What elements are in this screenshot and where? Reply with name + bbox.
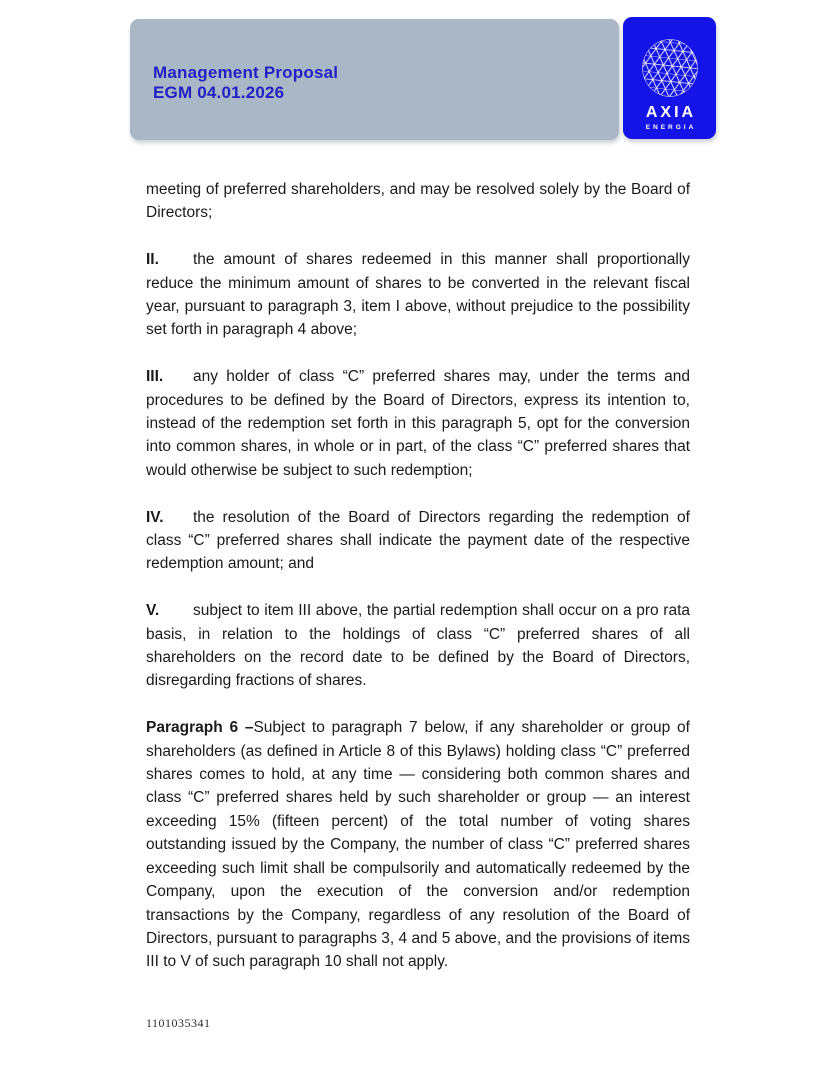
paragraph-6 — [146, 716, 690, 973]
logo-brand-text: AXIA — [645, 104, 697, 121]
document-title-line1: Management Proposal — [153, 63, 339, 82]
item-number: II. — [146, 251, 159, 269]
list-item-v — [146, 599, 690, 693]
logo-subbrand-text: ENERGIA — [645, 124, 697, 131]
paragraph-6-text: Subject to paragraph 7 below, if any shareholder or group of shareholders (as defined in Article 8 of this Bylaws) holding class “C” preferred shares comes to hold, at any time — considering both common shares and class “C” preferred shares held by such shareholder or group — an interest exceeding 15% (fifteen percent) of the total number of voting shares outstanding issued by the Company, the number of class “C” preferred shares exceeding such limit shall be compulsorily and automatically redeemed by the Company, upon the execution of the conversion and/or redemption transactions by the Company, regardless of any resolution of the Board of Directors, pursuant to paragraphs 3, 4 and 5 above, and the provisions of items III to V of such paragraph 10 shall not apply. — [146, 719, 690, 971]
item-text: subject to item III above, the partial redemption shall occur on a pro rata basis, in relation to the holdings of class “C” preferred shares of all shareholders on the record date to be defined by the Board of Directors, disregarding fractions of shares. — [146, 602, 690, 690]
item-number: IV. — [146, 508, 164, 526]
item-text: the amount of shares redeemed in this manner shall proportionally reduce the minimum amount of shares to be converted in the relevant fiscal year, pursuant to paragraph 3, item I above, without prejudice to the possibility set forth in paragraph 4 above; — [146, 251, 690, 339]
item-text: any holder of class “C” preferred shares may, under the terms and procedures to be defined by the Board of Directors, express its intention to, instead of the redemption set forth in this paragraph 5, opt for the conversion into common shares, in whole or in part, of the class “C” preferred shares that would otherwise be subject to such redemption; — [146, 368, 690, 479]
document-title-line2: EGM 04.01.2026 — [153, 83, 285, 102]
item-number: V. — [146, 602, 160, 620]
header-bar — [130, 19, 619, 140]
list-item-iii — [146, 365, 690, 482]
item-number: III. — [146, 368, 164, 386]
list-item-iv — [146, 506, 690, 576]
list-item-ii — [146, 248, 690, 342]
item-text: the resolution of the Board of Directors regarding the redemption of class “C” preferred shares shall indicate the payment date of the respective redemption amount; and — [146, 508, 690, 573]
paragraph-6-label: Paragraph 6 – — [146, 719, 254, 737]
company-logo — [623, 17, 716, 139]
intro-paragraph: meeting of preferred shareholders, and may be resolved solely by the Board of Directors; — [146, 181, 690, 222]
geodesic-globe-icon — [639, 39, 701, 99]
footer-document-number: 1101035341 — [146, 1016, 211, 1030]
document-body — [146, 178, 690, 974]
